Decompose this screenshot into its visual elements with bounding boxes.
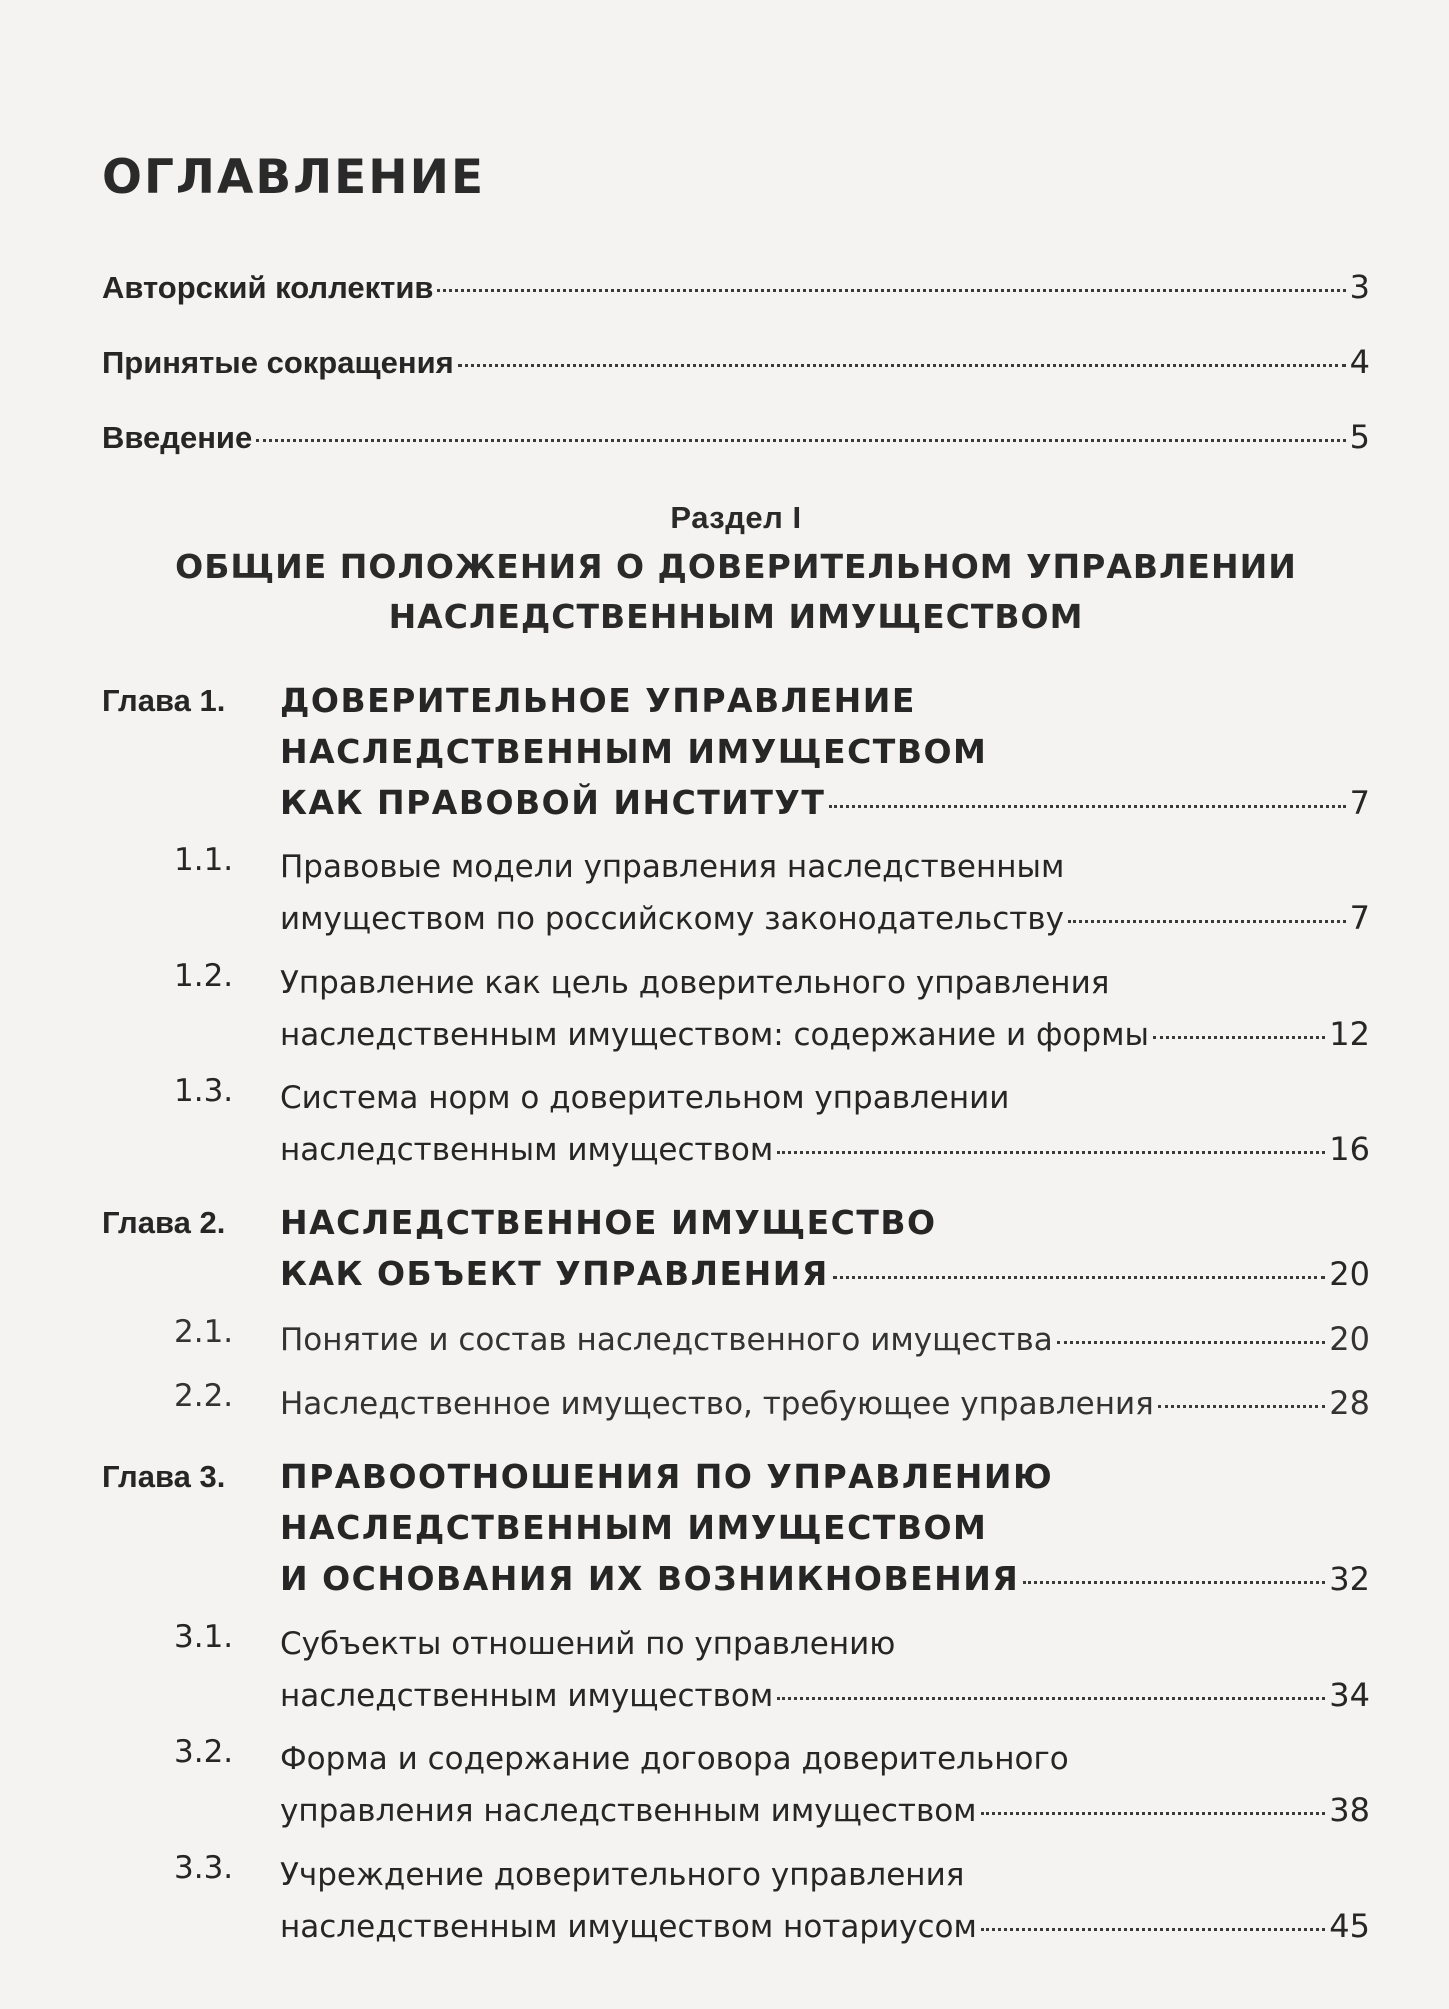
section-label: Раздел I [670,500,802,535]
section-title-line: НАСЛЕДСТВЕННЫМ ИМУЩЕСТВОМ [388,597,1084,636]
subsection-title-line: наследственным имуществом: содержание и формы [280,1017,1149,1053]
toc-entry-title: Авторский коллектив [102,270,434,305]
toc-page-number: 20 [1329,1255,1370,1293]
chapter-title-line: НАСЛЕДСТВЕННОЕ ИМУЩЕСТВО [280,1203,937,1242]
chapter-title-line: НАСЛЕДСТВЕННЫМ ИМУЩЕСТВОМ [280,1508,988,1547]
subsection-number: 3.3. [174,1850,234,1886]
subsection-title-line: Система норм о доверительном управлении [280,1080,1010,1116]
subsection-title-line: имуществом по российскому законодательству [280,901,1064,937]
toc-page-number: 5 [1349,418,1370,456]
toc-entry-abbreviations[interactable] [102,343,1370,381]
leader-dots [256,439,1345,442]
toc-page-number: 34 [1329,1676,1370,1714]
subsection-title-line: Управление как цель доверительного управления [280,965,1110,1001]
leader-dots [777,1697,1325,1700]
toc-page-number: 16 [1329,1130,1370,1168]
subsection-number: 3.2. [174,1734,234,1770]
subsection-title-line: Субъекты отношений по управлению [280,1626,896,1662]
toc-page-number: 32 [1329,1560,1370,1598]
leader-dots [1068,920,1346,923]
subsection-title-line: Наследственное имущество, требующее управления [280,1386,1154,1422]
leader-dots [981,1812,1326,1815]
toc-page-number: 38 [1329,1791,1370,1829]
leader-dots [1057,1341,1326,1344]
subsection-number: 1.2. [174,958,234,994]
subsection-title-line: Форма и содержание договора доверительного [280,1741,1069,1777]
subsection-title-line: Учреждение доверительного управления [280,1857,965,1893]
leader-dots [981,1928,1325,1931]
subsection-number: 2.1. [174,1314,234,1350]
chapter-number: Глава 1. [102,683,226,718]
toc-entry-title: Введение [102,420,253,455]
subsection-title-line: управления наследственным имуществом [280,1793,977,1829]
subsection-number: 3.1. [174,1619,234,1655]
leader-dots [833,1276,1326,1279]
toc-entry-title: Принятые сокращения [102,345,454,380]
leader-dots [829,805,1345,808]
toc-entry-authors[interactable] [102,268,1370,306]
chapter-number: Глава 2. [102,1205,226,1240]
toc-page-number: 45 [1329,1907,1370,1945]
page-title: ОГЛАВЛЕНИЕ [102,150,486,205]
leader-dots [1023,1581,1325,1584]
subsection-number: 1.3. [174,1073,234,1109]
leader-dots [458,364,1346,367]
chapter-title-line: КАК ОБЪЕКТ УПРАВЛЕНИЯ [280,1254,829,1293]
leader-dots [777,1151,1325,1154]
subsection-number: 2.2. [174,1378,234,1414]
chapter-title-line: НАСЛЕДСТВЕННЫМ ИМУЩЕСТВОМ [280,732,988,771]
chapter-title-line: ДОВЕРИТЕЛЬНОЕ УПРАВЛЕНИЕ [280,681,916,720]
toc-page-number: 20 [1329,1320,1370,1358]
leader-dots [1153,1036,1325,1039]
chapter-title-line: ПРАВООТНОШЕНИЯ ПО УПРАВЛЕНИЮ [280,1457,1054,1496]
subsection-title-line: наследственным имуществом [280,1132,774,1168]
toc-page-number: 4 [1349,343,1370,381]
section-heading [102,500,1370,642]
toc-page-number: 28 [1329,1384,1370,1422]
subsection-title-line: наследственным имуществом [280,1678,774,1714]
toc-page-number: 3 [1349,268,1370,306]
toc-page-number: 12 [1329,1015,1370,1053]
toc-entry-introduction[interactable] [102,418,1370,456]
section-title-line: ОБЩИЕ ПОЛОЖЕНИЯ О ДОВЕРИТЕЛЬНОМ УПРАВЛЕНИИ [175,547,1297,586]
leader-dots [437,289,1345,292]
subsection-title-line: Правовые модели управления наследственным [280,849,1065,885]
subsection-number: 1.1. [174,842,234,878]
chapter-title-line: И ОСНОВАНИЯ ИХ ВОЗНИКНОВЕНИЯ [280,1559,1020,1598]
toc-page-number: 7 [1349,784,1370,822]
subsection-title-line: Понятие и состав наследственного имущества [280,1322,1053,1358]
leader-dots [1158,1405,1325,1408]
chapter-number: Глава 3. [102,1459,226,1494]
chapter-title-line: КАК ПРАВОВОЙ ИНСТИТУТ [280,783,826,822]
subsection-title-line: наследственным имуществом нотариусом [280,1909,977,1945]
toc-page-number: 7 [1349,899,1370,937]
